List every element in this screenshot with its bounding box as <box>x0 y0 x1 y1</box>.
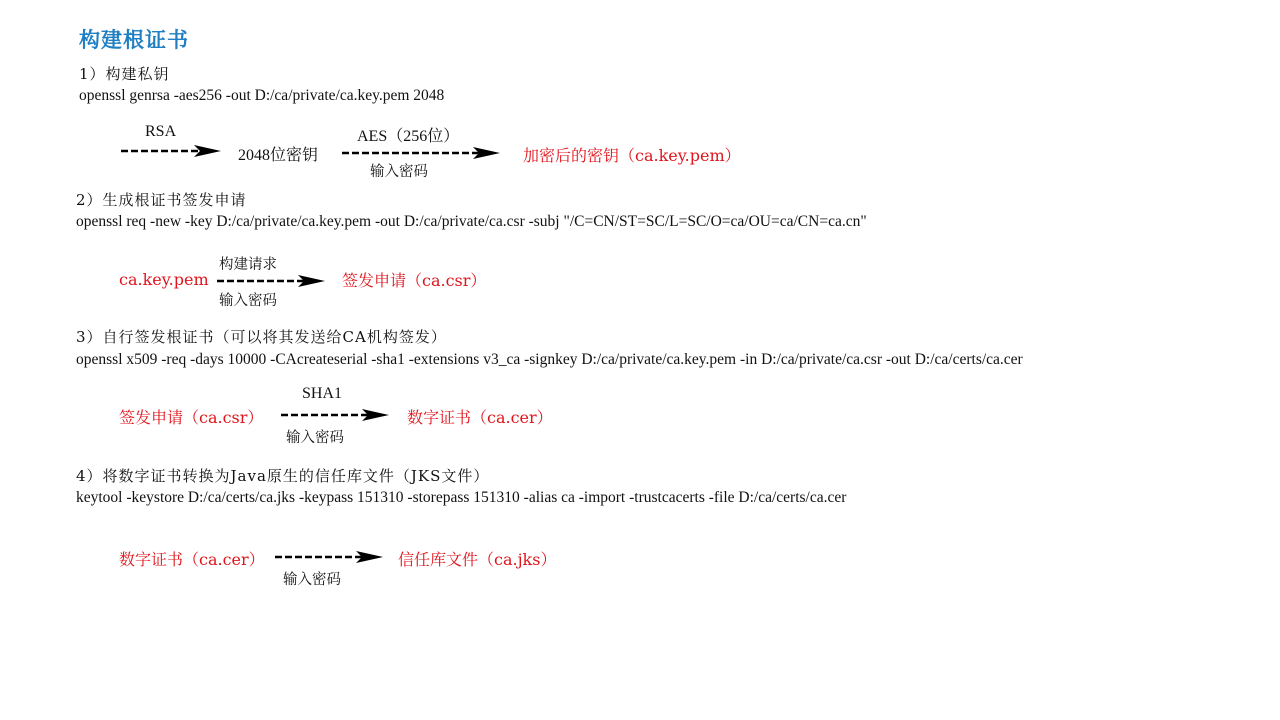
flow-2-arrow-label-top: 构建请求 <box>219 257 277 273</box>
flow-3-arrow <box>280 407 390 423</box>
section-3-heading: 3）自行签发根证书（可以将其发送给CA机构签发） <box>76 328 447 346</box>
flow-4-arrow <box>274 549 384 565</box>
section-3-command: openssl x509 -req -days 10000 -CAcreateserial -sha1 -extensions v3_ca -signkey D:/ca/private/ca.key.pem -in D:/ca/private/ca.csr -out D:/ca/certs/ca.cer <box>76 351 1023 368</box>
flow-1-arrow-2-label-top: AES（256位） <box>357 128 460 145</box>
section-1-heading: 1）构建私钥 <box>79 65 170 83</box>
flow-4-start-node: 数字证书（ca.cer） <box>119 550 265 569</box>
flow-3-start-node: 签发申请（ca.csr） <box>119 408 264 427</box>
flow-2-arrow <box>216 273 326 289</box>
flow-1-middle-node: 2048位密钥 <box>238 147 319 164</box>
flow-4-arrow-label-bottom: 输入密码 <box>283 572 341 588</box>
flow-3-arrow-label-bottom: 输入密码 <box>286 430 344 446</box>
section-4-heading: 4）将数字证书转换为Java原生的信任库文件（JKS文件） <box>76 467 490 485</box>
flow-2-start-node: ca.key.pem <box>119 270 209 289</box>
page-title: 构建根证书 <box>79 27 189 52</box>
flow-2-arrow-label-bottom: 输入密码 <box>219 293 277 309</box>
flow-1-arrow-2 <box>341 145 501 161</box>
flow-1-end-node: 加密后的密钥（ca.key.pem） <box>523 146 741 165</box>
section-2-command: openssl req -new -key D:/ca/private/ca.key.pem -out D:/ca/private/ca.csr -subj "/C=CN/ST=SC/L=SC/O=ca/OU=ca/CN=ca.cn" <box>76 213 867 230</box>
flow-2-end-node: 签发申请（ca.csr） <box>342 271 487 290</box>
flow-1-arrow-2-label-bottom: 输入密码 <box>370 164 428 180</box>
section-2-heading: 2）生成根证书签发申请 <box>76 191 247 209</box>
section-1-command: openssl genrsa -aes256 -out D:/ca/private/ca.key.pem 2048 <box>79 87 445 104</box>
flow-1-arrow-1 <box>120 143 222 159</box>
section-4-command: keytool -keystore D:/ca/certs/ca.jks -keypass 151310 -storepass 151310 -alias ca -import -trustcacerts -file D:/ca/certs/ca.cer <box>76 489 847 506</box>
flow-3-arrow-label-top: SHA1 <box>302 385 343 402</box>
flow-1-arrow-1-label: RSA <box>145 123 177 140</box>
flow-3-end-node: 数字证书（ca.cer） <box>407 408 553 427</box>
flow-4-end-node: 信任库文件（ca.jks） <box>398 550 557 569</box>
